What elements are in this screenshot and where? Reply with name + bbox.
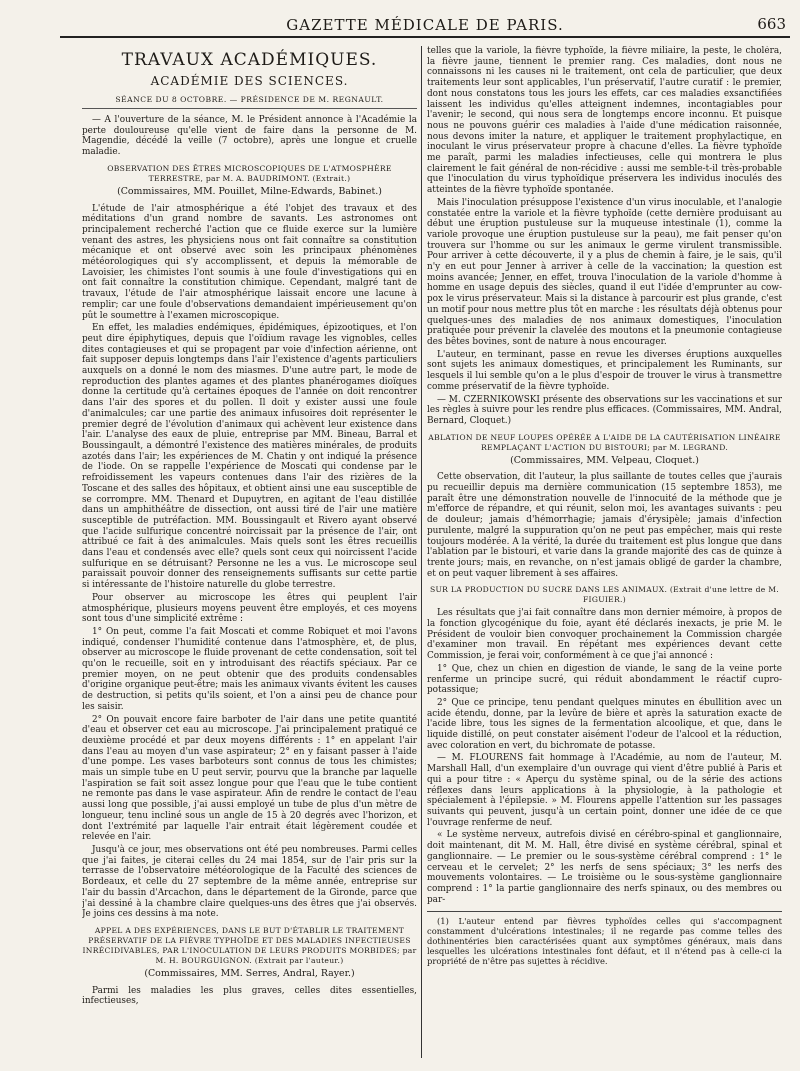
footnote-text: (1) L'auteur entend par fièvres typhoïdes celles qui s'accompagnent constamment d'ulcérations intestinales; il ne regarde pas comme telles des dothinentéries bien caractérisées quant aux symptômes généraux, mais dans lesquelles les ulcérations intestinales font défaut, et il n'étend pas à celle-ci la propriété de n'être pas sujettes à récidive. [427,916,782,967]
masthead [60,14,790,38]
paragraph: Les résultats que j'ai fait connaître dans mon dernier mémoire, à propos de la fonction glycogénique du foie, ayant été déclarés inexacts, je prie M. le Président de vouloir bien convoquer prochainement la Commission chargée d'examiner mon travail. En répétant mes expériences devant cette Commission, je ferai voir, conformément à ce que j'ai annoncé : [427,608,782,662]
paragraph: Mais l'inoculation présuppose l'existence d'un virus inoculable, et l'analogie constatée entre la variole et la fièvre typhoïde (cette dernière produisant au début une éruption pustuleuse sur la muqueuse intestinale (1), comme la variole provoque une éruption pustuleuse sur la peau), me fait penser qu'on trouvera sur l'homme ou sur les animaux le germe virulent transmissible. Pour arriver à cette découverte, il y a plus de chemin à faire, je le sais, qu'il n'y en eut pour Jenner à arriver à celle de la vaccination; la question est moins avancée; Jenner, en effet, trouva l'inoculation de la variole d'homme à homme en usage depuis des siècles, quand il eut l'idée d'emprunter au cow-pox le virus préservateur. Mais si la distance à parcourir est plus grande, c'est un motif pour nous mettre plus tôt en marche : les résultats déjà obtenus pour quelques-unes des maladies de nos animaux domestiques, l'inoculation pratiquée pour prévenir la clavelée des moutons et la pneumonie contagieuse des bêtes bovines, sont de nature à nous encourager. [427,197,782,347]
commissioners: (Commissaires, MM. Velpeau, Cloquet.) [510,454,699,466]
paragraph: — A l'ouverture de la séance, M. le Président annonce à l'Académie la perte douloureuse qu'elle vient de faire dans la personne de M. Magendie, décédé la veille (7 octobre), après une longue et cruelle maladie. [82,115,417,158]
footnote [427,911,782,966]
right-column [427,46,782,1058]
article-heading: APPEL A DES EXPÉRIENCES, DANS LE BUT D'ÉTABLIR LE TRAITEMENT PRÉSERVATIF DE LA FIÈVRE TYPHOÏDE ET DES MALADIES INFECTIEUSES INRÉCIDIVABLES, PAR L'INOCULATION DE LEURS PRODUITS MORBIDES; par M. H. BOURGUIGNON. (Extrait par l'auteur.) [82,925,417,965]
page-number: 663 [757,15,786,33]
section-title: TRAVAUX ACADÉMIQUES. [121,50,378,70]
column-divider [421,46,422,1058]
journal-title: GAZETTE MÉDICALE DE PARIS. [286,16,564,34]
paragraph: Pour observer au microscope les êtres qui peuplent l'air atmosphérique, plusieurs moyens peuvent être employés, et ces moyens sont tous d'une simplicité extrême : [82,592,417,625]
paragraph: 2° Que ce principe, tenu pendant quelques minutes en ébullition avec un acide étendu, donne, par la levûre de bière et après la saturation exacte de l'acide libre, tous les signes de la fermentation alcoolique, et que, dans le liquide distillé, on peut constater aisément l'odeur de l'alcool et la réduction, avec coloration en vert, du bichromate de potasse. [427,697,782,751]
session-line: SÉANCE DU 8 OCTOBRE. — PRÉSIDENCE DE M. REGNAULT. [82,95,417,109]
paragraph: Jusqu'à ce jour, mes observations ont été peu nombreuses. Parmi celles que j'ai faites, je citerai celles du 24 mai 1854, sur de l'air pris sur la terrasse de l'observatoire météorologique de la Faculté des sciences de Bordeaux, et celle du 27 septembre de la même année, entreprise sur l'air du bassin d'Arcachon, dans le département de la Gironde, parce que j'ai dessiné à la chambre claire quelques-uns des êtres que j'ai observés. Je joins ces dessins à ma note. [82,845,417,920]
paragraph: — M. CZERNIKOWSKI présente des observations sur les vaccinations et sur les règles à suivre pour les rendre plus efficaces. (Commissaires, MM. Andral, Bernard, Cloquet.) [427,394,782,426]
paragraph: L'auteur, en terminant, passe en revue les diverses éruptions auxquelles sont sujets les animaux domestiques, et principalement les Ruminants, sur lesquels il lui semble qu'on a le plus d'espoir de trouver le virus à transmettre comme préservatif de la fièvre typhoïde. [427,349,782,392]
left-column [82,46,417,1058]
paragraph: 2° On pouvait encore faire barboter de l'air dans une petite quantité d'eau et observer cet eau au microscope. J'ai principalement pratiqué ce deuxième procédé et par deux moyens différents : 1° en appelant l'air dans l'eau au moyen d'un vase aspirateur; 2° en y faisant passer à l'aide d'une pompe. Les vases barboteurs sont connus de tous les chimistes; mais un simple tube en U peut servir, pourvu que la branche par laquelle l'aspiration se fait soit assez longue pour que l'eau que le tube contient ne remonte pas dans le vase aspirateur. Afin de rendre le contact de l'eau aussi long que possible, j'ai aussi employé un tube de plus d'un mètre de longueur, tenu incliné sous un angle de 15 à 20 degrés avec l'horizon, et dont l'extrémité par laquelle l'air entrait était légèrement coudée et relevée en l'air. [82,714,417,843]
paragraph: 1° Que, chez un chien en digestion de viande, le sang de la veine porte renferme un principe sucré, qui réduit abondamment le réactif cupro-potassique; [427,663,782,696]
article-heading: SUR LA PRODUCTION DU SUCRE DANS LES ANIMAUX. (Extrait d'une lettre de M. FIGUIER.) [429,585,780,605]
paragraph: 1° On peut, comme l'a fait Moscati et comme Robiquet et moi l'avons indiqué, condenser l'humidité contenue dans l'atmosphère, et, de plus, observer au microscope le fluide provenant de cette condensation, soit tel qu'on le recueille, soit en y introduisant des réactifs spéciaux. Par ce premier moyen, on ne peut obtenir que des produits condensables d'origine organique peut-être; mais les animaux vivants évitent les causes de destruction, si petits qu'ils soient, et l'on a ainsi peu de chance pour les saisir. [82,626,417,712]
paragraph: L'étude de l'air atmosphérique a été l'objet des travaux et des méditations d'un grand nombre de savants. Les astronomes ont principalement recherché l'action que ce fluide exerce sur la lumière venant des astres, les physiciens nous ont fait connaître sa constitution mécanique et ont observé avec soin les principaux phénomènes météorologiques qui s'y accomplissent, et depuis la mémorable de Lavoisier, les chimistes l'ont soumis à une foule d'investigations qui en ont fait connaître la constitution chimique. Cependant, malgré tant de travaux, l'étude de l'air atmosphérique laissait encore une lacune à remplir; car une foule d'observations demandaient impérieusement qu'on pût le soumettre à l'examen microscopique. [82,203,417,321]
paragraph: — M. FLOURENS fait hommage à l'Académie, au nom de l'auteur, M. Marshall Hall, d'un exemplaire d'un ouvrage qui vient d'être publié à Paris et qui a pour titre : « Aperçu du système spinal, ou de la série des actions réflexes dans leurs applications à la physiologie, à la pathologie et spécialement à l'épilepsie. » M. Flourens appelle l'attention sur les passages suivants qui peuvent, jusqu'à un certain point, donner une idée de ce que l'ouvrage renferme de neuf. [427,753,782,828]
paragraph: Cette observation, dit l'auteur, la plus saillante de toutes celles que j'aurais pu recueillir depuis ma dernière communication (15 septembre 1853), me paraît être une démonstration nouvelle de l'innocuité de la méthode que je m'efforce de répandre, et qui réunit, selon moi, les avantages suivants : peu de douleur; jamais d'hémorrhagie; jamais d'érysipèle; jamais d'infection purulente, malgré la suppuration qu'on ne peut pas empêcher, mais qui reste toujours modérée. A la vérité, la durée du traitement est plus longue que dans l'ablation par le bistouri, et varie dans la grande majorité des cas de quinze à trente jours; mais, en revanche, on n'est jamais obligé de garder la chambre, et on peut vaquer librement à ses affaires. [427,472,782,579]
paragraph: telles que la variole, la fièvre typhoïde, la fièvre miliaire, la peste, le choléra, la fièvre jaune, tiennent le premier rang. Ces maladies, dont nous ne connaissons ni les causes ni le traitement, ont cela de particulier, que deux traitements leur sont applicables, l'un préservatif, l'autre curatif : le premier, dont nous constatons tous les jours les effets, car ces maladies exsanctifiées laissent les individus qu'elles atteignent indemnes, incontagiables pour l'avenir; le second, qui nous sera de longtemps encore inconnu. Et puisque nous ne pouvons guérir ces maladies à l'aide d'une médication raisonnée, nous devons imiter la nature, et appliquer le traitement prophylactique, en inoculant le virus préservateur propre à chacune d'elles. La fièvre typhoïde me paraît, parmi les maladies infectieuses, celle qui montrera le plus clairement le fait général de non-récidive : aussi me semble-t-il très-probable que l'inoculation du virus typhoïdique préservera les individus inoculés des atteintes de la fièvre typhoïde spontanée. [427,46,782,196]
commissioners: (Commissaires, MM. Pouillet, Milne-Edwards, Babinet.) [117,185,382,197]
article-heading: OBSERVATION DES ÊTRES MICROSCOPIQUES DE L'ATMOSPHÈRE TERRESTRE, par M. A. BAUDRIMONT. (Extrait.) [107,163,392,183]
paragraph: « Le système nerveux, autrefois divisé en cérébro-spinal et ganglionnaire, doit maintenant, dit M. M. Hall, être divisé en système cérébral, spinal et ganglionnaire. — Le premier ou le sous-système cérébral comprend : 1° le cerveau et le cervelet; 2° les nerfs de sens spéciaux; 3° les nerfs des mouvements volontaires. — Le troisième ou le sous-système ganglionnaire comprend : 1° la partie ganglionnaire des nerfs spinaux, ou des membres ou par- [427,830,782,905]
paragraph: En effet, les maladies endémiques, épidémiques, épizootiques, et l'on peut dire épiphytiques, depuis que l'oïdium ravage les vignobles, celles dites contagieuses et qui se propagent par voie d'infection aérienne, ont fait supposer depuis longtemps dans l'air l'existence d'agents particuliers auxquels on a donné le nom des miasmes. D'une autre part, le mode de reproduction des plantes agames et des plantes phanérogames dioïques donne la certitude qu'à certaines époques de l'année on doit rencontrer dans l'air des spores et du pollen. Il doit y exister aussi une foule d'animalcules; car une partie des animaux infusoires doit représenter le premier degré de l'évolution d'animaux qui achèvent leur existence dans l'air. L'analyse des eaux de pluie, entreprise par MM. Bineau, Barral et Boussingault, a démontré l'existence des matières minérales, de produits azotés dans l'air; les expériences de M. Chatin y ont indiqué la présence de l'iode. On se rappelle l'expérience de Moscati qui condense par le refroidissement les vapeurs contenues dans l'air des rizières de la Toscane et des salles des hôpitaux, et obtient ainsi une eau susceptible de se corrompre. MM. Thenard et Dupuytren, en agitant de l'eau distillée dans un amphithéâtre de dissection, ont aussi tiré de l'air une matière susceptible de putréfaction. MM. Boussingault et Rivero ayant observé que l'acide sulfurique concentré noircissait par la présence de l'air, ont attribué ce fait à des animalcules. Mais quels sont les êtres recueillis dans l'eau et condensés avec elle? quels sont ceux qui noircissent l'acide sulfurique en se détruisant? Personne ne les a vus. Le microscope seul paraissait pouvoir donner des renseignements suffisants sur cette partie si intéressante de l'histoire naturelle du globe terrestre. [82,323,417,591]
commissioners: (Commissaires, MM. Serres, Andral, Rayer.) [144,967,355,979]
section-subtitle: ACADÉMIE DES SCIENCES. [150,74,349,88]
article-heading: ABLATION DE NEUF LOUPES OPÉRÉE A L'AIDE DE LA CAUTÉRISATION LINÉAIRE REMPLAÇANT L'ACTION DU BISTOURI; par M. LEGRAND. [428,432,781,452]
paragraph: Parmi les maladies les plus graves, celles dites essentielles, infectieuses, [82,985,417,1007]
